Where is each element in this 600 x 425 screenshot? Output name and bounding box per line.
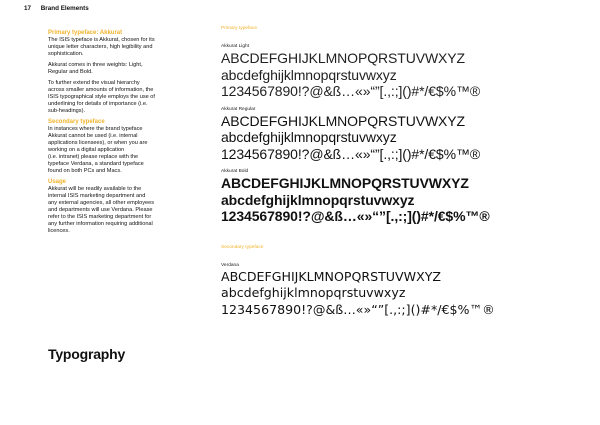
- secondary-typeface-title: Secondary typeface: [48, 119, 105, 125]
- page-number: 17: [24, 5, 32, 12]
- sample-label: Akkurat Regular: [221, 106, 256, 112]
- usage-paragraph: Akkurat will be readily available to the internal ISIS marketing department and any external agencies, all other employees and departments will use Verdana. Please refer to the ISIS marketing department for any further information requiring additional licences.: [48, 186, 155, 234]
- lowercase-sample: abcdefghijklmnopqrstuvwxyz: [221, 191, 415, 208]
- symbols-sample: 1234567890!?@&ß…«»“”[.,:;]()#*/€$%™®: [221, 301, 495, 317]
- symbols-sample: 1234567890!?@&ß…«»“”[.,:;]()#*/€$%™®: [221, 83, 481, 99]
- secondary-typeface-block: [221, 245, 591, 319]
- primary-typeface-section: [48, 30, 208, 115]
- uppercase-sample: ABCDEFGHIJKLMNOPQRSTUVWXYZ: [221, 175, 469, 191]
- lowercase-sample: abcdefghijklmnopqrstuvwxyz: [221, 129, 397, 145]
- uppercase-sample: ABCDEFGHIJKLMNOPQRSTUVWXYZ: [221, 50, 465, 66]
- symbols-sample: 1234567890!?@&ß…«»“”[.,:;]()#*/€$%™®: [221, 208, 490, 224]
- page-title: Typography: [48, 346, 126, 362]
- primary-typeface-heading: Primary typeface: [221, 26, 257, 31]
- left-column: [48, 30, 208, 239]
- secondary-typeface-section: [48, 119, 208, 175]
- verdana-sample: [221, 263, 591, 319]
- akkurat-bold-sample: [221, 169, 591, 225]
- section-name: Brand Elements: [40, 5, 89, 12]
- primary-typeface-title: Primary typeface: Akkurat: [48, 30, 123, 36]
- usage-section: [48, 179, 208, 235]
- uppercase-sample: ABCDEFGHIJKLMNOPQRSTUVWXYZ: [221, 112, 465, 129]
- page-header: [24, 5, 89, 12]
- lowercase-sample: abcdefghijklmnopqrstuvwxyz: [221, 66, 397, 83]
- usage-title: Usage: [48, 179, 67, 185]
- primary-paragraph: The ISIS typeface is Akkurat, chosen for its unique letter characters, high legibility and sophistication.: [48, 37, 155, 57]
- lowercase-sample: abcdefghijklmnopqrstuvwxyz: [221, 285, 406, 300]
- sample-label: Akkurat Light: [221, 44, 249, 49]
- primary-paragraph: Akkurat comes in three weights: Light, Regular and Bold.: [48, 62, 143, 75]
- akkurat-light-sample: [221, 44, 591, 100]
- sample-label: Akkurat Bold: [221, 169, 249, 174]
- primary-paragraph: To further extend the visual hierarchy across smaller amounts of information, the ISIS typographical style employs the use of underlining for details of importance (i.e. sub-headings).: [48, 80, 155, 114]
- right-column: [221, 26, 591, 325]
- uppercase-sample: ABCDEFGHIJKLMNOPQRSTUVWXYZ: [221, 268, 442, 284]
- symbols-sample: 1234567890!?@&ß…«»“”[.,:;]()#*/€$%™®: [221, 145, 481, 162]
- secondary-paragraph: In instances where the brand typeface Akkurat cannot be used (i.e. internal applications licensees), or when you are working on a digital application (i.e. intranet) please replace with the typeface Verdana, a standard typeface found on both PCs and Macs.: [48, 126, 148, 174]
- akkurat-regular-sample: [221, 107, 591, 163]
- sample-label: Verdana: [221, 262, 239, 268]
- secondary-typeface-heading: Secondary typeface: [221, 244, 264, 250]
